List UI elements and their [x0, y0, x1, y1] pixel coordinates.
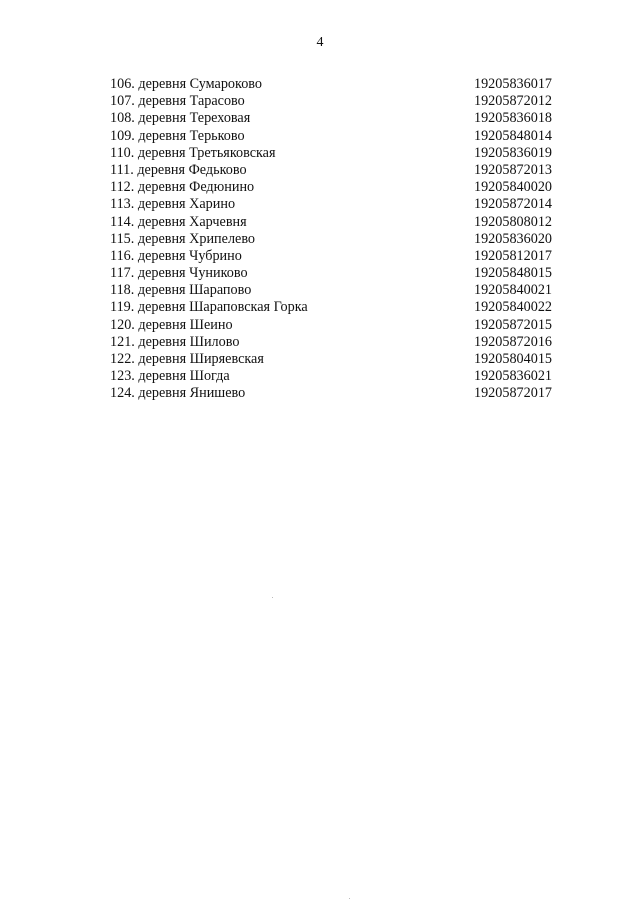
settlement-name: 110. деревня Третьяковская — [110, 144, 276, 161]
list-item — [110, 368, 552, 385]
settlement-name: 113. деревня Харино — [110, 196, 236, 213]
settlement-name: 123. деревня Шогда — [110, 368, 230, 385]
scan-speck — [272, 597, 273, 598]
settlement-name: 122. деревня Ширяевская — [110, 351, 264, 367]
list-item — [110, 162, 552, 179]
list-item — [110, 179, 552, 196]
settlement-code: 19205804015 — [473, 351, 552, 367]
settlement-code: 19205840022 — [473, 299, 552, 316]
settlement-code: 19205840021 — [473, 282, 552, 299]
settlement-code: 19205836020 — [473, 230, 552, 247]
settlement-list — [110, 76, 552, 403]
settlement-code: 19205848015 — [473, 265, 552, 282]
settlement-name: 109. деревня Терьково — [110, 127, 245, 144]
list-item — [110, 334, 552, 351]
settlement-code: 19205872012 — [473, 93, 552, 110]
settlement-name: 112. деревня Федюнино — [110, 179, 255, 196]
settlement-name: 120. деревня Шеино — [110, 316, 233, 333]
list-item — [110, 282, 552, 299]
settlement-name: 107. деревня Тарасово — [110, 93, 245, 110]
list-item — [110, 214, 552, 231]
list-item — [110, 248, 552, 265]
settlement-code: 19205848014 — [473, 127, 552, 144]
settlement-name: 111. деревня Федьково — [110, 161, 247, 178]
settlement-code: 19205836018 — [473, 110, 552, 127]
list-item — [110, 317, 552, 334]
settlement-code: 19205872017 — [473, 385, 552, 402]
list-item — [110, 351, 552, 368]
settlement-code: 19205836019 — [473, 144, 552, 161]
list-item — [110, 145, 552, 162]
list-item — [110, 93, 552, 110]
list-item — [110, 110, 552, 127]
settlement-name: 119. деревня Шараповская Горка — [110, 299, 308, 316]
list-item — [110, 299, 552, 316]
settlement-code: 19205872016 — [473, 333, 552, 350]
settlement-name: 118. деревня Шарапово — [110, 282, 252, 299]
settlement-code: 19205812017 — [473, 247, 552, 264]
settlement-code: 19205840020 — [473, 179, 552, 196]
list-item — [110, 385, 552, 402]
list-item — [110, 196, 552, 213]
settlement-code: 19205872013 — [473, 161, 552, 178]
settlement-code: 19205872014 — [473, 196, 552, 213]
page-number: 4 — [316, 35, 324, 50]
list-item — [110, 231, 552, 248]
settlement-name: 121. деревня Шилово — [110, 333, 240, 350]
settlement-name: 117. деревня Чуниково — [110, 265, 248, 282]
list-item — [110, 128, 552, 145]
settlement-code: 19205836021 — [473, 368, 552, 385]
settlement-name: 114. деревня Харчевня — [110, 213, 247, 230]
list-item — [110, 265, 552, 282]
list-item — [110, 76, 552, 93]
settlement-code: 19205808012 — [473, 213, 552, 230]
settlement-code: 19205836017 — [473, 76, 552, 92]
settlement-name: 108. деревня Тереховая — [110, 110, 251, 127]
settlement-name: 116. деревня Чубрино — [110, 247, 242, 264]
settlement-name: 115. деревня Хрипелево — [110, 230, 256, 247]
settlement-name: 124. деревня Янишево — [110, 385, 246, 402]
settlement-name: 106. деревня Сумароково — [110, 76, 262, 92]
settlement-code: 19205872015 — [473, 316, 552, 333]
scan-speck — [349, 898, 350, 899]
